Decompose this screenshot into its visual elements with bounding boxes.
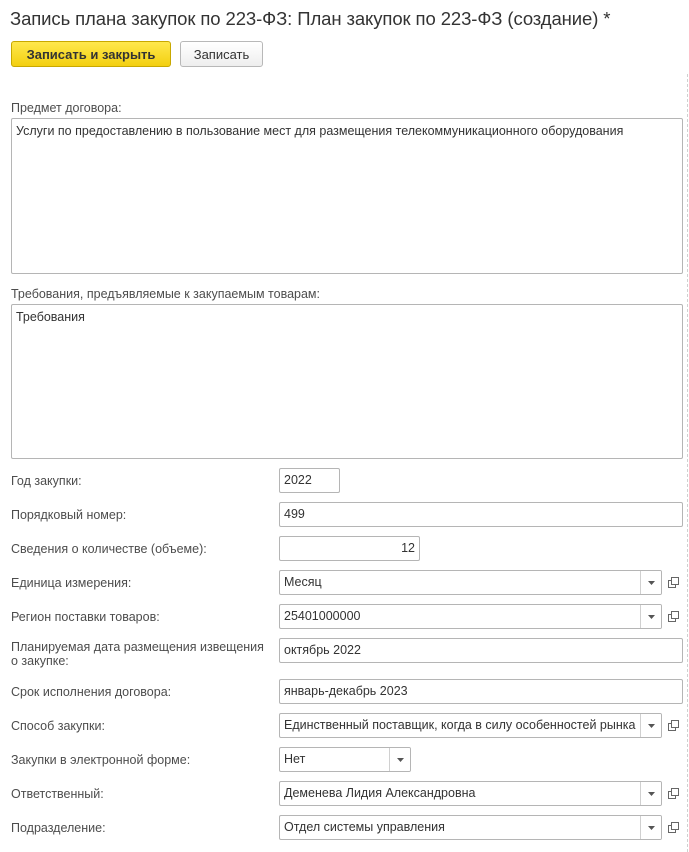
- method-label: Способ закупки:: [11, 719, 105, 733]
- region-select[interactable]: [279, 604, 662, 629]
- region-dropdown-button[interactable]: [640, 605, 661, 628]
- unit-dropdown-button[interactable]: [640, 571, 661, 594]
- responsible-label: Ответственный:: [11, 787, 104, 801]
- method-value: Единственный поставщик, когда в силу особенностей рынка: [284, 718, 636, 732]
- chevron-down-icon: [648, 826, 655, 830]
- responsible-value: Деменева Лидия Александровна: [284, 786, 476, 800]
- department-select[interactable]: [279, 815, 662, 840]
- chevron-down-icon: [648, 615, 655, 619]
- responsible-dropdown-button[interactable]: [640, 782, 661, 805]
- quantity-label: Сведения о количестве (объеме):: [11, 542, 207, 556]
- region-value: 25401000000: [284, 609, 361, 623]
- year-input[interactable]: 2022: [279, 468, 340, 493]
- number-label: Порядковый номер:: [11, 508, 127, 522]
- chevron-down-icon: [648, 792, 655, 796]
- department-dropdown-button[interactable]: [640, 816, 661, 839]
- electronic-label: Закупки в электронной форме:: [11, 753, 191, 767]
- chevron-down-icon: [648, 581, 655, 585]
- open-icon: [668, 611, 679, 622]
- responsible-open-button[interactable]: [663, 781, 683, 806]
- department-value: Отдел системы управления: [284, 820, 445, 834]
- chevron-down-icon: [648, 724, 655, 728]
- chevron-down-icon: [397, 758, 404, 762]
- subject-textarea[interactable]: Услуги по предоставлению в пользование мест для размещения телекоммуникационного оборудования: [11, 118, 683, 274]
- department-open-button[interactable]: [663, 815, 683, 840]
- subject-label: Предмет договора:: [11, 101, 122, 115]
- electronic-dropdown-button[interactable]: [389, 748, 410, 771]
- year-label: Год закупки:: [11, 474, 82, 488]
- method-open-button[interactable]: [663, 713, 683, 738]
- requirements-label: Требования, предъявляемые к закупаемым товарам:: [11, 287, 320, 301]
- open-icon: [668, 720, 679, 731]
- unit-select[interactable]: [279, 570, 662, 595]
- open-icon: [668, 822, 679, 833]
- electronic-select[interactable]: [279, 747, 411, 772]
- requirements-textarea[interactable]: Требования: [11, 304, 683, 459]
- notice-date-label-line2: о закупке:: [11, 654, 69, 668]
- electronic-value: Нет: [284, 752, 306, 766]
- quantity-input[interactable]: 12: [279, 536, 420, 561]
- responsible-select[interactable]: [279, 781, 662, 806]
- notice-date-label-line1: Планируемая дата размещения извещения: [11, 640, 264, 654]
- form-divider: [687, 74, 688, 852]
- region-open-button[interactable]: [663, 604, 683, 629]
- method-dropdown-button[interactable]: [640, 714, 661, 737]
- page-title: Запись плана закупок по 223-ФЗ: План закупок по 223-ФЗ (создание) *: [10, 8, 611, 29]
- unit-open-button[interactable]: [663, 570, 683, 595]
- open-icon: [668, 788, 679, 799]
- region-label: Регион поставки товаров:: [11, 610, 160, 624]
- notice-date-input[interactable]: октябрь 2022: [279, 638, 683, 663]
- number-input[interactable]: 499: [279, 502, 683, 527]
- notice-date-label: [11, 640, 264, 668]
- unit-value: Месяц: [284, 575, 322, 589]
- open-icon: [668, 577, 679, 588]
- method-select[interactable]: [279, 713, 662, 738]
- unit-label: Единица измерения:: [11, 576, 132, 590]
- save-and-close-button[interactable]: Записать и закрыть: [11, 41, 171, 67]
- term-input[interactable]: январь-декабрь 2023: [279, 679, 683, 704]
- term-label: Срок исполнения договора:: [11, 685, 172, 699]
- save-button[interactable]: Записать: [180, 41, 263, 67]
- department-label: Подразделение:: [11, 821, 106, 835]
